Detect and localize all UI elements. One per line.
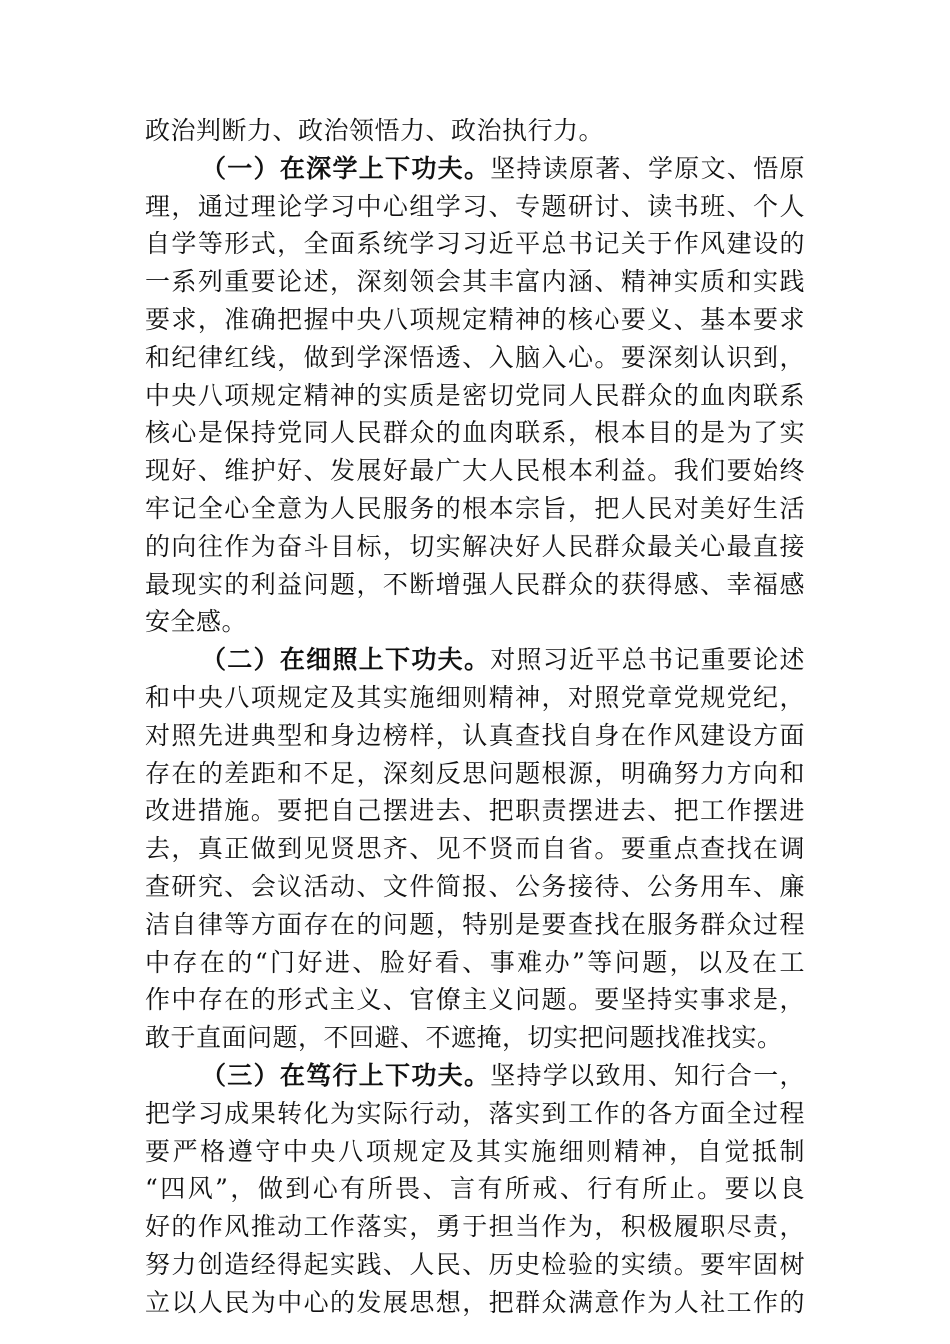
- line-text: 政治判断力、政治领悟力、政治执行力。: [145, 116, 605, 145]
- line-text: 和中央八项规定及其实施细则精神，对照党章党规党纪，: [145, 682, 805, 712]
- line-text: 改进措施。要把自己摆进去、把职责摆进去、把工作摆进: [145, 796, 805, 826]
- text-line: [145, 944, 805, 982]
- line-text: 立以人民为中心的发展思想，把群众满意作为人社工作的: [145, 1287, 805, 1317]
- text-line: [145, 225, 805, 263]
- text-line: [145, 112, 805, 150]
- line-text: 最现实的利益问题，不断增强人民群众的获得感、幸福感: [145, 569, 805, 599]
- line-text: 坚持读原著、学原文、悟原: [490, 153, 805, 183]
- text-line: [145, 830, 805, 868]
- line-text: 安全感。: [145, 607, 248, 637]
- text-line: [145, 755, 805, 793]
- line-text: 作中存在的形式主义、官僚主义问题。要坚持实事求是，: [145, 985, 805, 1015]
- line-text: 查研究、会议活动、文件简报、公务接待、公务用车、廉: [145, 871, 805, 901]
- text-line: [145, 1133, 805, 1171]
- section-first-line: [145, 1057, 805, 1095]
- text-line: [145, 188, 805, 226]
- text-line: [145, 1284, 805, 1322]
- text-line: [145, 1170, 805, 1208]
- text-line: [145, 981, 805, 1019]
- line-text: 中央八项规定精神的实质是密切党同人民群众的血肉联系: [145, 380, 805, 410]
- line-text: 中存在的“门好进、脸好看、事难办”等问题，以及在工: [145, 947, 805, 977]
- section-first-line: [145, 641, 805, 679]
- line-text: 洁自律等方面存在的问题，特别是要查找在服务群众过程: [145, 909, 805, 939]
- line-text: 和纪律红线，做到学深悟透、入脑入心。要深刻认识到，: [145, 342, 805, 372]
- line-text: 核心是保持党同人民群众的血肉联系，根本目的是为了实: [145, 418, 805, 448]
- text-line: [145, 566, 805, 604]
- line-text: 现好、维护好、发展好最广大人民根本利益。我们要始终: [145, 456, 805, 486]
- section-heading: （三）在笃行上下功夫。: [201, 1060, 491, 1090]
- text-line: [145, 906, 805, 944]
- line-text: “四风”，做到心有所畏、言有所戒、行有所止。要以良: [145, 1174, 805, 1204]
- line-text: 努力创造经得起实践、人民、历史检验的实绩。要牢固树: [145, 1249, 805, 1279]
- text-line: [145, 490, 805, 528]
- line-text: 理，通过理论学习中心组学习、专题研讨、读书班、个人: [145, 191, 805, 221]
- line-text: 去，真正做到见贤思齐、见不贤而自省。要重点查找在调: [145, 834, 805, 864]
- text-line: [145, 717, 805, 755]
- document-body: [145, 112, 805, 1322]
- text-line: [145, 1208, 805, 1246]
- text-line: [145, 528, 805, 566]
- text-line: [145, 603, 805, 641]
- section-first-line: [145, 150, 805, 188]
- line-text: 敢于直面问题，不回避、不遮掩，切实把问题找准找实。: [145, 1023, 783, 1053]
- section-heading: （二）在细照上下功夫。: [201, 645, 491, 675]
- line-text: 对照先进典型和身边榜样，认真查找自身在作风建设方面: [145, 720, 805, 750]
- line-text: 自学等形式，全面系统学习习近平总书记关于作风建设的: [145, 229, 805, 259]
- line-text: 牢记全心全意为人民服务的根本宗旨，把人民对美好生活: [145, 493, 805, 523]
- section-heading: （一）在深学上下功夫。: [201, 153, 491, 183]
- text-line: [145, 263, 805, 301]
- line-text: 要严格遵守中央八项规定及其实施细则精神，自觉抵制: [145, 1136, 805, 1166]
- text-line: [145, 339, 805, 377]
- line-text: 对照习近平总书记重要论述: [490, 645, 805, 675]
- text-line: [145, 377, 805, 415]
- text-line: [145, 679, 805, 717]
- line-text: 把学习成果转化为实际行动，落实到工作的各方面全过程: [145, 1098, 805, 1128]
- text-line: [145, 301, 805, 339]
- line-text: 存在的差距和不足，深刻反思问题根源，明确努力方向和: [145, 758, 805, 788]
- text-line: [145, 1095, 805, 1133]
- text-line: [145, 1019, 805, 1057]
- line-text: 坚持学以致用、知行合一，: [490, 1060, 805, 1090]
- line-text: 一系列重要论述，深刻领会其丰富内涵、精神实质和实践: [145, 267, 805, 297]
- text-line: [145, 1246, 805, 1284]
- text-line: [145, 868, 805, 906]
- line-text: 要求，准确把握中央八项规定精神的核心要义、基本要求: [145, 304, 805, 334]
- line-text: 好的作风推动工作落实，勇于担当作为，积极履职尽责，: [145, 1212, 805, 1242]
- text-line: [145, 792, 805, 830]
- line-text: 的向往作为奋斗目标，切实解决好人民群众最关心最直接: [145, 531, 805, 561]
- text-line: [145, 414, 805, 452]
- text-line: [145, 452, 805, 490]
